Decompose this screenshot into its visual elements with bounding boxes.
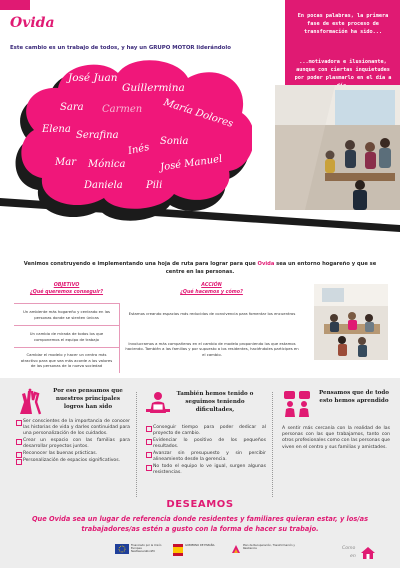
recovery-plan-logo	[231, 544, 301, 560]
name-jose-juan: José Juan	[68, 72, 118, 84]
name-guillermina: Guillermina	[122, 82, 185, 94]
name-sonia: Sonia	[160, 136, 189, 147]
meeting-photo	[314, 284, 388, 360]
name-mar: Mar	[55, 157, 76, 168]
casa-logo-text-2: en	[350, 554, 356, 559]
table-cell-objetivo-2: Un cambio de mirada de todos los que componemos el equipo de trabajo	[14, 325, 119, 347]
difficulty-item: No todo el equipo lo ve igual, surgen algunas resistencias.	[146, 464, 266, 476]
page-subtitle: Este cambio es un trabajo de todos, y hay un GRUPO MOTOR liderándolo	[10, 45, 231, 51]
casa-logo-text-1: Como	[342, 546, 356, 551]
eu-logo	[115, 544, 165, 560]
recovery-plan-icon	[231, 544, 241, 554]
high-five-icon	[14, 388, 46, 416]
gobierno-logo	[173, 544, 221, 560]
intro-part1: Venimos construyendo e implementando una hoja de ruta para lograr para que	[23, 261, 258, 267]
name-pili: Pili	[146, 180, 163, 191]
achievements-title: Por eso pensamos que nuestros principales logros han sido	[53, 388, 123, 410]
name-serafina: Serafina	[76, 130, 119, 141]
group-photo	[275, 85, 400, 210]
name-daniela: Daniela	[84, 180, 123, 191]
achievements-list	[16, 419, 130, 464]
table-cell-accion-1: Estamos creando espacios más reducidos de convivencia para fomentar los encuentros	[119, 303, 304, 325]
name-jose-manuel: José Manuel	[159, 153, 223, 174]
learned-text: A sentir más cercanía con la realidad de las personas con las que trabajamos, tanto con otros profesionales como con las personas que viven en el centro y sus familias y amistades.	[282, 426, 390, 450]
difficulties-title: También hemos tenido o seguimos teniendo dificultades,	[176, 391, 254, 413]
recovery-plan-text: Plan de Recuperación, Transformación y Resiliencia	[243, 544, 295, 551]
person-laptop-icon	[144, 391, 172, 417]
difficulty-item: Evidenciar lo positivo de los pequeños resultados.	[146, 438, 266, 450]
intro-highlight: Ovida	[257, 261, 275, 267]
header-objetivo-sub: ¿Qué queremos conseguir?	[29, 289, 104, 295]
achievement-item: Crear un espacio con las familias para desarrollar proyectos juntos.	[16, 438, 130, 450]
name-elena: Elena	[42, 124, 71, 135]
name-maria-dolores: María Dolores	[162, 97, 235, 130]
table-header-objetivo	[14, 283, 119, 303]
people-talking-icon	[282, 390, 312, 418]
column-divider	[272, 392, 273, 497]
table-cell-accion-2: Involucramos a más compañeros en el cambio de modelo proponiendo los que estamos haciendo. También a las familias y por supuesto a los residentes, haciéndoles partícipes en el cambio.	[119, 325, 304, 373]
name-carmen: Carmen	[102, 104, 143, 115]
difficulties-list	[146, 425, 266, 477]
difficulty-item: Conseguir tiempo para poder dedicar al proyecto de cambio.	[146, 425, 266, 437]
table-cell-objetivo-3: Cambiar el modelo y hacer un centro más atractivo para que sea más acorde a los valores de las personas de la nueva sociedad	[14, 347, 119, 373]
achievement-item: Ser conscientes de la importancia de conocer las historias de vida y darles continuidad para una personalización de los cuidados.	[16, 419, 130, 438]
name-ines: Inés	[127, 141, 151, 158]
eu-flag-icon	[115, 544, 129, 554]
objectives-table	[14, 283, 304, 373]
summary-text-1: En pocas palabras, la primera fase de este proceso de transformación ha sido...	[297, 13, 389, 36]
wishes-text: Que Ovida sea un lugar de referencia donde residentes y familiares quieran estar, y los/as trabajadores/as estén a gusto con la forma de hacer su trabajo.	[31, 515, 369, 533]
house-icon	[360, 546, 376, 560]
intro-part2: sea un entorno hogareño y que se centre en las personas.	[165, 261, 377, 276]
achievement-item: Personalización de espacios significativos.	[16, 458, 130, 464]
name-sara: Sara	[60, 102, 84, 113]
spain-shield-icon	[173, 544, 183, 556]
funding-logos	[115, 544, 315, 562]
learned-title: Pensamos que de todo esto hemos aprendido	[318, 390, 390, 404]
wishes-title: DESEAMOS	[166, 499, 234, 510]
header-accion-title: ACCIÓN	[201, 283, 222, 288]
accent-bar	[0, 0, 30, 10]
difficulty-item: Avanzar sin presupuesto y sin percibir alineamiento desde la gerencia.	[146, 451, 266, 463]
eu-logo-text: Financiado por la Unión Europea NextGenerationEU	[131, 544, 162, 554]
intro-text	[20, 260, 380, 276]
page-title: Ovida	[10, 15, 55, 31]
table-header-accion	[119, 283, 304, 303]
gobierno-logo-text: GOBIERNO DE ESPAÑA	[185, 544, 215, 547]
name-monica: Mónica	[88, 159, 126, 170]
table-cell-objetivo-1: Un ambiente más hogareño y centrado en las personas donde se sienten únicas	[14, 303, 119, 325]
header-accion-sub: ¿Qué hacemos y cómo?	[180, 289, 243, 295]
summary-text-2: ...motivadora e ilusionante, aunque con ciertas inquietudes por poder plasmarlo en el día a	[294, 59, 392, 82]
header-objetivo-title: OBJETIVO	[53, 283, 80, 288]
achievement-item: Reconocer las buenas prácticas.	[16, 451, 130, 457]
column-divider	[136, 392, 137, 497]
